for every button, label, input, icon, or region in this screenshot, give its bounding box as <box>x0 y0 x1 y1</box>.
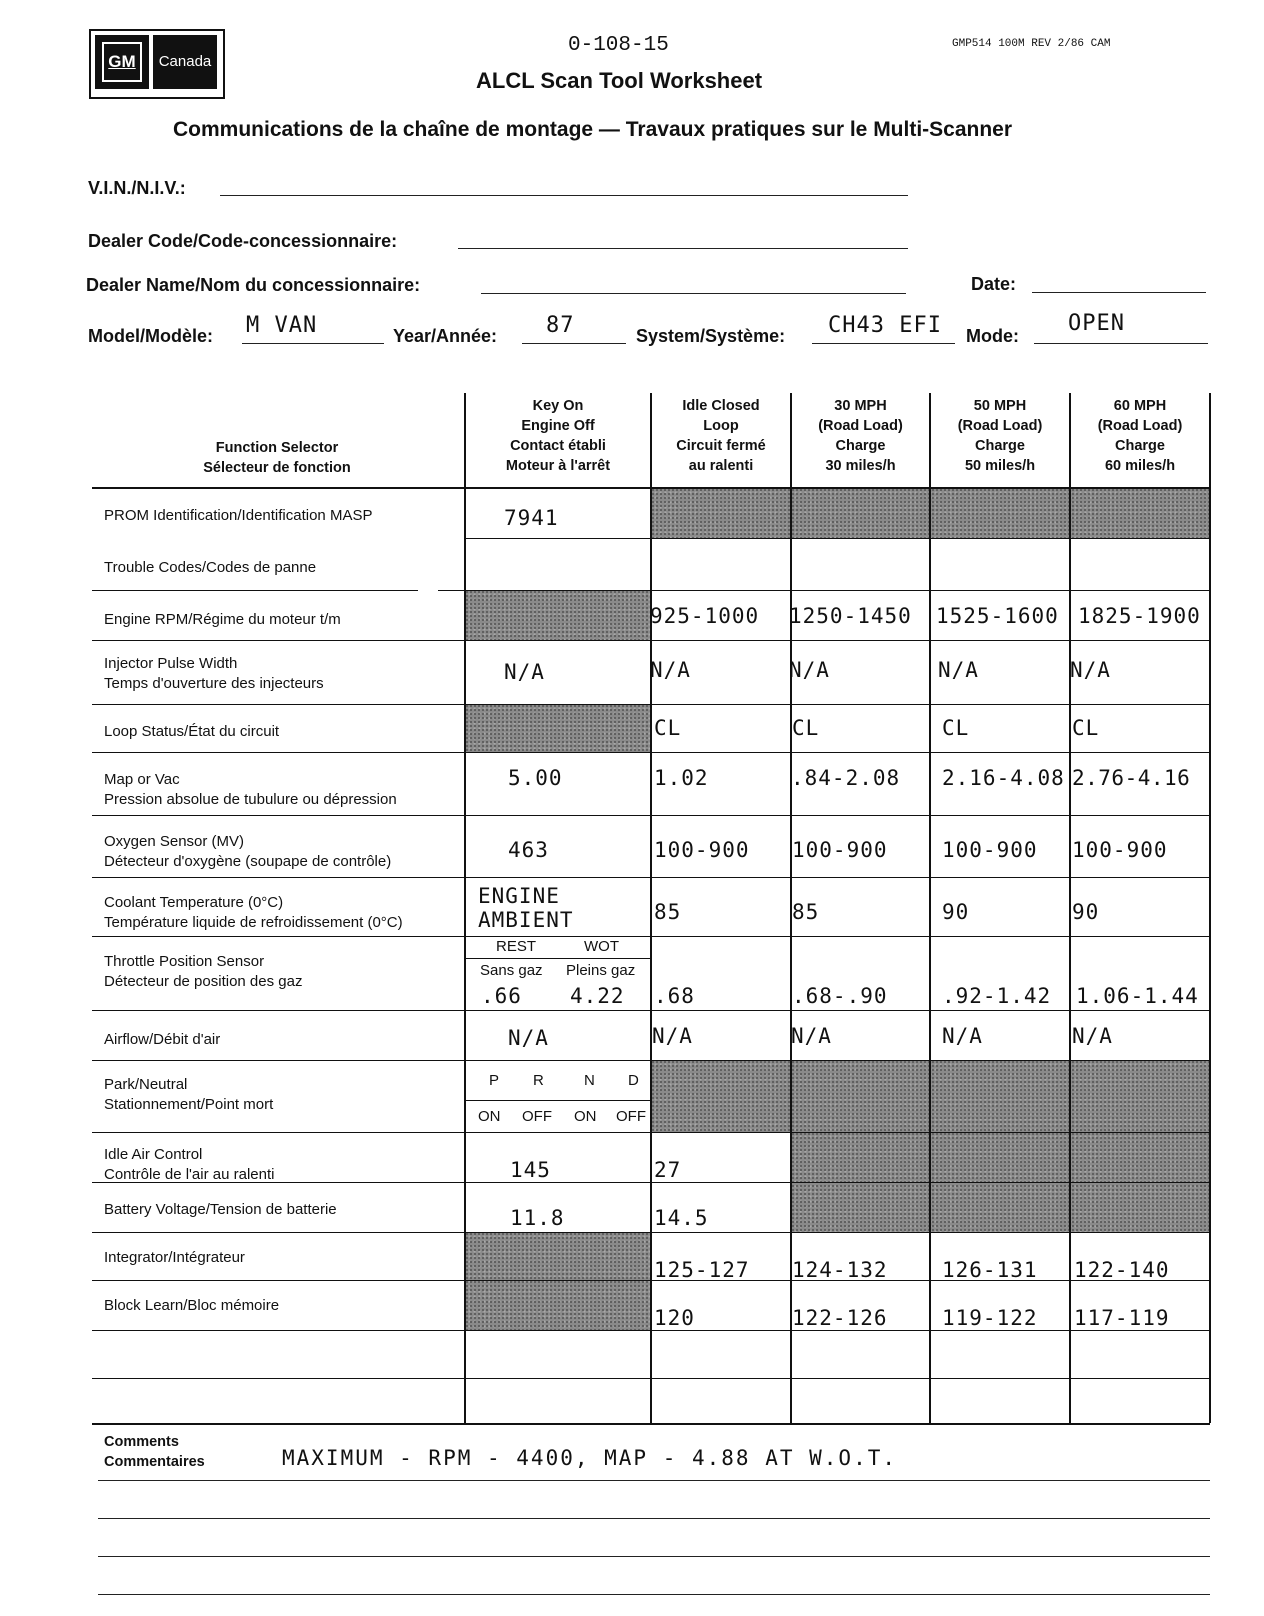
header-30mph: 30 MPH (Road Load) Charge 30 miles/h <box>818 398 903 474</box>
cell-tps-60: 1.06-1.44 <box>1076 984 1199 1008</box>
cell-integrator-idle: 125-127 <box>654 1258 750 1282</box>
row-label-oxygen: Oxygen Sensor (MV) Détecteur d'oxygène (soupape de contrôle) <box>104 833 392 870</box>
cell-tps-30: .68-.90 <box>792 984 888 1008</box>
shade-integrator-block <box>465 1232 651 1330</box>
cell-integrator-50: 126-131 <box>942 1258 1038 1282</box>
header-key-on: Key On Engine Off Contact établi Moteur à l'arrêt <box>505 398 611 474</box>
cell-injector-30: N/A <box>789 658 830 682</box>
model-value: M VAN <box>246 313 318 338</box>
vin-field[interactable] <box>220 195 908 196</box>
date-field[interactable] <box>1032 292 1206 293</box>
logo-gm-text: GM <box>102 42 142 82</box>
cell-rpm-50: 1525-1600 <box>936 604 1059 628</box>
cell-airflow-50: N/A <box>942 1024 983 1048</box>
cell-iac-idle: 27 <box>654 1158 682 1182</box>
cell-airflow-key-on: N/A <box>508 1026 549 1050</box>
row-label-integrator: Integrator/Intégrateur <box>104 1249 245 1266</box>
year-field[interactable] <box>522 343 626 344</box>
cell-loop-idle: CL <box>654 716 682 740</box>
cell-block-learn-50: 119-122 <box>942 1306 1038 1330</box>
cell-block-learn-60: 117-119 <box>1074 1306 1170 1330</box>
pn-off-1: OFF <box>522 1108 552 1125</box>
row-label-block-learn: Block Learn/Bloc mémoire <box>104 1297 280 1314</box>
cell-coolant-key-on: ENGINE AMBIENT <box>478 884 574 932</box>
cell-map-30: .84-2.08 <box>791 766 901 790</box>
row-label-trouble-codes: Trouble Codes/Codes de panne <box>104 559 317 576</box>
cell-oxygen-30: 100-900 <box>792 838 888 862</box>
vin-label: V.I.N./N.I.V.: <box>88 178 186 198</box>
comments-label: Comments Commentaires <box>104 1434 205 1470</box>
cell-injector-key-on: N/A <box>504 660 545 684</box>
cell-battery-idle: 14.5 <box>654 1206 709 1230</box>
tps-pleins-gaz: Pleins gaz <box>566 962 636 979</box>
row-label-loop: Loop Status/État du circuit <box>104 723 280 740</box>
tps-rest-header: REST <box>496 938 537 955</box>
comment-line-4[interactable] <box>98 1594 1210 1595</box>
row-label-iac: Idle Air Control Contrôle de l'air au ralenti <box>104 1146 275 1183</box>
year-label: Year/Année: <box>393 326 498 346</box>
header-function: Function Selector Sélecteur de fonction <box>203 440 351 476</box>
cell-coolant-50: 90 <box>942 900 970 924</box>
comment-line-2[interactable] <box>98 1518 1210 1519</box>
cell-block-learn-idle: 120 <box>654 1306 695 1330</box>
cell-integrator-60: 122-140 <box>1074 1258 1170 1282</box>
comments-text: MAXIMUM - RPM - 4400, MAP - 4.88 AT W.O.T. <box>282 1446 898 1470</box>
cell-map-50: 2.16-4.08 <box>942 766 1065 790</box>
pn-on-1: ON <box>478 1108 501 1125</box>
cell-map-60: 2.76-4.16 <box>1072 766 1191 790</box>
comment-line-3[interactable] <box>98 1556 1210 1557</box>
pn-off-2: OFF <box>616 1108 646 1125</box>
row-label-throttle: Throttle Position Sensor Détecteur de position des gaz <box>104 953 303 990</box>
cell-battery-key-on: 11.8 <box>510 1206 565 1230</box>
cell-airflow-30: N/A <box>791 1024 832 1048</box>
cell-coolant-idle: 85 <box>654 900 682 924</box>
page-subtitle: Communications de la chaîne de montage — Travaux pratiques sur le Multi-Scanner <box>173 118 1013 141</box>
cell-injector-60: N/A <box>1070 658 1111 682</box>
cell-loop-60: CL <box>1072 716 1100 740</box>
shade-rpm <box>465 590 651 640</box>
pn-p: P <box>489 1072 500 1089</box>
dealer-code-field[interactable] <box>458 248 908 249</box>
header-50mph: 50 MPH (Road Load) Charge 50 miles/h <box>957 398 1043 474</box>
gm-canada-logo <box>89 29 225 99</box>
cell-injector-idle: N/A <box>650 658 691 682</box>
tps-sans-gaz: Sans gaz <box>480 962 543 979</box>
cell-map-idle: 1.02 <box>654 766 709 790</box>
mode-label: Mode: <box>966 326 1019 346</box>
pn-d: D <box>628 1072 639 1089</box>
row-label-rpm: Engine RPM/Régime du moteur t/m <box>104 611 341 628</box>
header-60mph: 60 MPH (Road Load) Charge 60 miles/h <box>1097 398 1183 474</box>
page-title: ALCL Scan Tool Worksheet <box>476 68 763 93</box>
cell-block-learn-30: 122-126 <box>792 1306 888 1330</box>
shade-loop <box>465 704 651 752</box>
header-idle: Idle Closed Loop Circuit fermé au ralenti <box>676 398 766 474</box>
cell-tps-rest: .66 <box>481 984 522 1008</box>
cell-injector-50: N/A <box>938 658 979 682</box>
dealer-code-label: Dealer Code/Code-concessionnaire: <box>88 231 398 251</box>
cell-rpm-60: 1825-1900 <box>1078 604 1201 628</box>
dealer-name-field[interactable] <box>481 293 906 294</box>
cell-tps-wot: 4.22 <box>570 984 625 1008</box>
cell-loop-50: CL <box>942 716 970 740</box>
cell-prom-key-on: 7941 <box>504 506 559 530</box>
cell-coolant-60: 90 <box>1072 900 1100 924</box>
dealer-name-label: Dealer Name/Nom du concessionnaire: <box>86 275 421 295</box>
system-value: CH43 EFI <box>828 313 942 338</box>
cell-airflow-60: N/A <box>1072 1024 1113 1048</box>
year-value: 87 <box>546 313 575 338</box>
comment-line-1[interactable] <box>98 1480 1210 1481</box>
cell-iac-key-on: 145 <box>510 1158 551 1182</box>
pn-n: N <box>584 1072 595 1089</box>
cell-integrator-30: 124-132 <box>792 1258 888 1282</box>
cell-oxygen-50: 100-900 <box>942 838 1038 862</box>
cell-tps-idle: .68 <box>654 984 695 1008</box>
row-label-airflow: Airflow/Débit d'air <box>104 1031 221 1048</box>
cell-oxygen-idle: 100-900 <box>654 838 750 862</box>
system-field[interactable] <box>812 343 955 344</box>
row-label-prom: PROM Identification/Identification MASP <box>104 507 373 524</box>
form-number: 0-108-15 <box>568 34 669 57</box>
row-label-injector: Injector Pulse Width Temps d'ouverture des injecteurs <box>104 655 324 692</box>
tps-wot-header: WOT <box>584 938 619 955</box>
model-field[interactable] <box>242 343 384 344</box>
date-label: Date: <box>971 274 1017 294</box>
cell-oxygen-60: 100-900 <box>1072 838 1168 862</box>
logo-canada-text: Canada <box>153 35 217 89</box>
cell-oxygen-key-on: 463 <box>508 838 549 862</box>
row-label-coolant: Coolant Temperature (0°C) Température liquide de refroidissement (0°C) <box>104 894 403 931</box>
model-label: Model/Modèle: <box>88 326 213 346</box>
row-label-map: Map or Vac Pression absolue de tubulure ou dépression <box>104 771 397 808</box>
mode-value: OPEN <box>1068 311 1125 336</box>
system-label: System/Système: <box>636 326 786 346</box>
row-label-battery: Battery Voltage/Tension de batterie <box>104 1201 337 1218</box>
pn-r: R <box>533 1072 544 1089</box>
cell-rpm-30: 1250-1450 <box>789 604 912 628</box>
form-code: GMP514 100M REV 2/86 CAM <box>952 38 1111 50</box>
row-label-park: Park/Neutral Stationnement/Point mort <box>104 1076 274 1113</box>
cell-coolant-30: 85 <box>792 900 820 924</box>
cell-map-key-on: 5.00 <box>508 766 563 790</box>
cell-airflow-idle: N/A <box>652 1024 693 1048</box>
cell-loop-30: CL <box>792 716 820 740</box>
pn-on-2: ON <box>574 1108 597 1125</box>
mode-field[interactable] <box>1034 343 1208 344</box>
cell-rpm-idle: 925-1000 <box>650 604 760 628</box>
cell-tps-50: .92-1.42 <box>942 984 1052 1008</box>
